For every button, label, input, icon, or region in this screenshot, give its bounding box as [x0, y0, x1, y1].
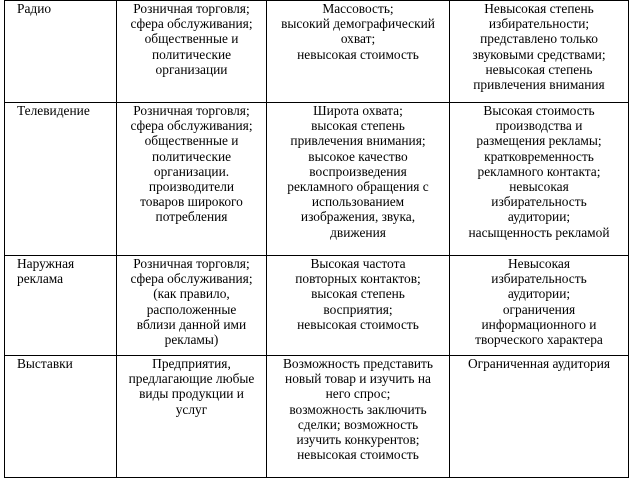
cell-line: изображения, звука, [300, 209, 416, 225]
cell-line: Розничная торговля; [133, 256, 250, 271]
cell-line: использованием [311, 194, 405, 210]
cell-line: аудитории; [507, 286, 571, 302]
disadvantages-cell [450, 356, 629, 478]
cell-line: невысокая [509, 179, 569, 195]
cell-line: избирательность [491, 194, 587, 210]
cell-line: Радио [17, 1, 52, 16]
cell-line: ограничения [502, 301, 576, 317]
cell-line: предлагающие любые [128, 371, 255, 387]
cell-line: движения [330, 224, 386, 240]
cell-line: Наружная [17, 256, 75, 271]
cell-line: Высокая стоимость [483, 103, 595, 118]
cell-line: Выставки [17, 356, 73, 371]
cell-line: творческого характера [475, 332, 603, 348]
cell-line: изучить конкурентов; [296, 432, 420, 448]
disadvantages-cell [450, 1, 629, 103]
cell-line: высокое качество [308, 148, 408, 164]
cell-line: высокая степень [311, 286, 405, 302]
users-cell [117, 356, 267, 478]
cell-line: повторных контактов; [295, 271, 421, 287]
cell-line: реклама [17, 271, 64, 287]
cell-line: возможность заключить [289, 401, 427, 417]
cell-line: размещения рекламы; [476, 133, 602, 149]
cell-line: представлено только [480, 31, 598, 47]
cell-line: высокий демографический [281, 16, 435, 32]
cell-line: сфера обслуживания; [130, 271, 253, 287]
cell-line: общественные и [144, 133, 239, 149]
cell-line: невысокая стоимость [297, 447, 419, 463]
cell-line: восприятия; [323, 301, 393, 317]
cell-line: воспроизведения [309, 163, 407, 179]
cell-line: звуковыми средствами; [472, 46, 606, 62]
media-type-cell [5, 356, 117, 478]
cell-line: организации [155, 61, 228, 77]
cell-line: Невысокая [508, 256, 570, 271]
cell-line: виды продукции и [139, 386, 244, 402]
cell-line: избирательность [491, 271, 587, 287]
cell-line: Телевидение [17, 103, 90, 118]
advantages-cell [267, 103, 450, 256]
users-cell [117, 1, 267, 103]
users-cell [117, 256, 267, 356]
cell-line: него спрос; [325, 386, 391, 402]
cell-line: информационного и [481, 316, 597, 332]
media-type-cell [5, 103, 117, 256]
advantages-cell [267, 356, 450, 478]
cell-line: новый товар и изучить на [285, 371, 431, 387]
cell-line: невысокая степень [485, 61, 593, 77]
cell-line: политические [151, 148, 232, 164]
cell-line: сфера обслуживания; [130, 118, 253, 134]
cell-line: (как правило, [153, 286, 230, 302]
cell-line: товаров широкого [140, 194, 243, 210]
cell-line: высокая степень [311, 118, 405, 134]
cell-line: Предприятия, [152, 356, 231, 371]
cell-line: производители [148, 179, 235, 195]
disadvantages-cell [450, 103, 629, 256]
cell-line: кратковременность [484, 148, 594, 164]
table-row-radio [5, 1, 629, 103]
media-type-cell [5, 256, 117, 356]
disadvantages-cell [450, 256, 629, 356]
cell-line: производства и [495, 118, 583, 134]
table-row-television [5, 103, 629, 256]
cell-line: насыщенность рекламой [468, 224, 610, 240]
cell-line: Массовость; [322, 1, 394, 16]
cell-line: Невысокая степень [484, 1, 594, 16]
cell-line: сфера обслуживания; [130, 16, 253, 32]
advertising-media-table [4, 0, 629, 478]
cell-line: рекламного обращения с [287, 179, 429, 195]
cell-line: Возможность представить [282, 356, 434, 371]
cell-line: услуг [175, 401, 208, 417]
advantages-cell [267, 256, 450, 356]
cell-line: привлечения внимания; [290, 133, 426, 149]
cell-line: расположенные [146, 301, 237, 317]
media-type-cell [5, 1, 117, 103]
cell-line: невысокая стоимость [297, 316, 419, 332]
cell-line: Розничная торговля; [133, 103, 250, 118]
cell-line: Широта охвата; [313, 103, 403, 118]
cell-line: рекламы) [164, 332, 219, 348]
cell-line: невысокая стоимость [297, 46, 419, 62]
cell-line: потребления [155, 209, 228, 225]
cell-line: Ограниченная аудитория [467, 356, 611, 371]
cell-line: охват; [340, 31, 376, 47]
cell-line: избирательности; [488, 16, 590, 32]
cell-line: политические [151, 46, 232, 62]
cell-line: рекламного контакта; [477, 163, 601, 179]
cell-line: общественные и [144, 31, 239, 47]
advantages-cell [267, 1, 450, 103]
cell-line: привлечения внимания [473, 77, 605, 93]
cell-line: Высокая частота [310, 256, 406, 271]
cell-line: сделки; возможность [297, 416, 419, 432]
table-row-exhibitions [5, 356, 629, 478]
cell-line: Розничная торговля; [133, 1, 250, 16]
cell-line: организации. [153, 163, 230, 179]
cell-line: аудитории; [507, 209, 571, 225]
table-row-outdoor-advertising [5, 256, 629, 356]
cell-line: вблизи данной ими [136, 316, 247, 332]
users-cell [117, 103, 267, 256]
